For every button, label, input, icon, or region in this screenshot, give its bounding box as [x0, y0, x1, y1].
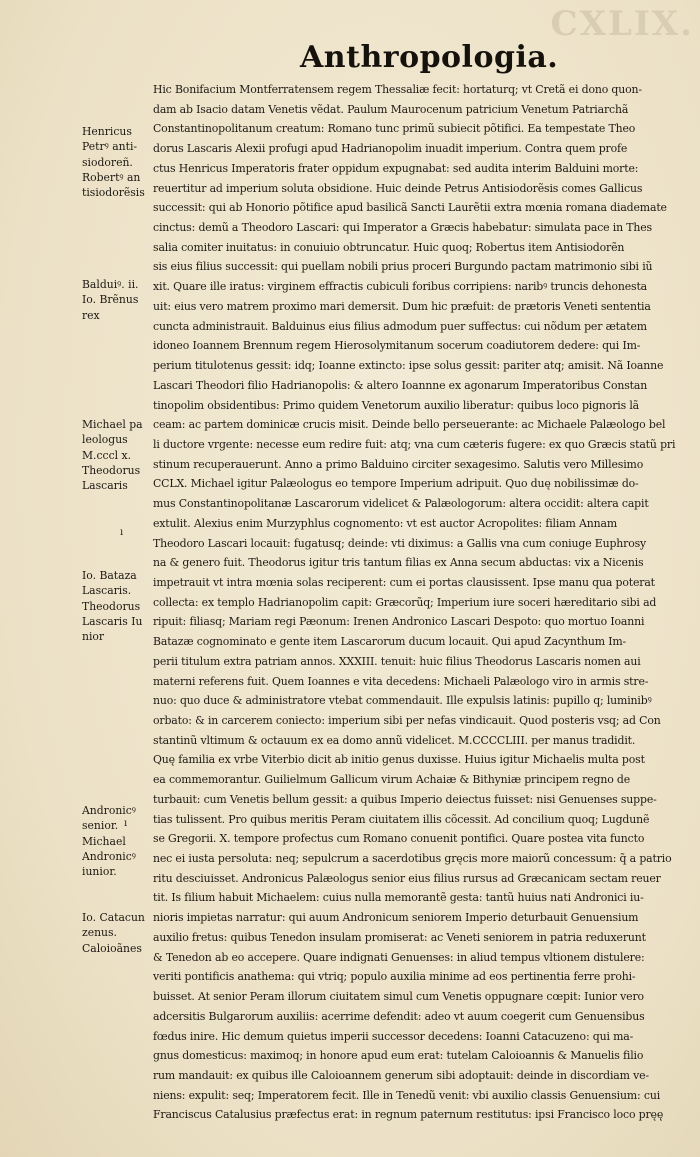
text-line: perium titulotenus gessit: idq; Ioanne extincto: ipse solus gessit: pariter atq; amisit. Nã Ioanne [153, 359, 664, 373]
text-line: reuertitur ad imperium soluta obsidione. Huic deinde Petrus Antisiodorẽsis comes Gallicus [153, 181, 643, 195]
text-line: adcersitis Bulgarorum auxiliis: acerrime defendit: adeo vt auum coegerit cum Genuensibus [153, 1009, 645, 1023]
margin-note-line: tisiodorẽsis [82, 186, 145, 200]
text-line: cinctus: demũ a Theodoro Lascari: qui Imperator a Græcis habebatur: simulata pace in Thes [153, 221, 652, 235]
margin-note-line: Andronicꝰ [82, 849, 136, 863]
margin-note-line: Robertꝰ an [82, 170, 141, 184]
margin-note-balduinus [82, 277, 154, 323]
text-line: idoneo Ioannem Brennum regem Hierosolymitanum socerum coadiutorem dedere: qui Im- [153, 339, 641, 353]
margin-note-line: Io. Bataza [82, 569, 137, 582]
text-line: buisset. At senior Peram illorum ciuitatem simul cum Venetis oppugnare cœpit: Iunior vero [153, 990, 644, 1004]
text-line: Franciscus Catalusius præfectus erat: in regnum paternum restitutus: ipsi Francisco loco pręę [153, 1108, 664, 1122]
margin-note-henricus [82, 124, 154, 200]
margin-note-line: Lascaris Iu [82, 614, 143, 628]
text-line: dorus Lascaris Alexii profugi apud Hadrianopolim inuadit imperium. Contra quem profe [153, 142, 628, 156]
text-line: nec ei iusta persoluta: neq; sepulcrum a sacerdotibus gręcis more maiorũ concessum: q̃ a patrio [153, 852, 672, 866]
text-line: tias tulissent. Pro quibus meritis Peram ciuitatem illis cõcessit. Ad concilium quoq; Lugdunẽ [153, 812, 650, 826]
margin-note-line: Michael [82, 834, 126, 848]
text-line: tit. Is filium habuit Michaelem: cuius nulla memorantẽ gesta: tantũ huius nati Andronici iu- [153, 891, 644, 905]
text-line: nuo: quo duce & administratore vtebat commendauit. Ille expulsis latinis: pupillo q; luminibꝰ [153, 694, 652, 708]
margin-note-line: Balduiꝰ. ii. [82, 278, 139, 291]
text-line: Theodoro Lascari locauit: fugatusq; deinde: vti diximus: a Gallis vna cum coniuge Euphrosy [153, 536, 647, 550]
margin-note-line: iunior. [82, 865, 117, 879]
text-line: stinum recuperauerunt. Anno a primo Balduino circiter sexagesimo. Salutis vero Millesimo [153, 457, 644, 471]
text-line: nioris impietas narratur: qui auum Andronicum seniorem Imperio deturbauit Genuensium [153, 911, 639, 925]
text-line: orbato: & in carcerem coniecto: imperium sibi per nefas vindicauit. Quod posteris vsq; ad Con [153, 714, 661, 727]
text-line: stantinũ vltimum & octauum ex ea domo annũ videlicet. M.CCCCLIII. per manus tradidit. [153, 733, 636, 747]
text-line: impetrauit vt intra mœnia solas reciperent: cum ei portas clausissent. Ipse manu qua poterat [153, 575, 655, 589]
margin-note-line: senior. [82, 819, 119, 833]
margin-note-line: leologus [82, 433, 128, 447]
text-line: CCLX. Michael igitur Palæologus eo tempore Imperium adripuit. Quo duę nobilissimæ do- [153, 477, 639, 491]
text-line: ceam: ac partem dominicæ crucis misit. Deinde bello perseuerante: ac Michaele Palæologo bel [153, 418, 666, 432]
text-line: ctus Henricus Imperatoris frater oppidum expugnabat: sed audita interim Balduini morte: [153, 161, 639, 175]
text-line: Lascari Theodori filio Hadrianopolis: & altero Ioannne ex agonarum Imperatoribus Constan [153, 378, 648, 392]
running-head: Anthropologia. [300, 40, 559, 75]
margin-note-line: siodoreñ. [82, 155, 133, 169]
margin-note-line: Michael pa [82, 418, 143, 431]
page-number: CXLIX. [550, 4, 694, 44]
text-line: Batazæ cognominato e gente item Lascarorum ducum locauit. Qui apud Zacynthum Im- [153, 635, 627, 649]
text-line: Constantinopolitanum creatum: Romano tunc primũ subiecit põtifici. Ea tempestate Theo [153, 122, 636, 136]
text-line: ea commemorantur. Guilielmum Gallicum virum Achaiæ & Bithyniæ principem regno de [153, 773, 631, 787]
text-line: collecta: ex templo Hadrianopolim capit: Græcorũq; Imperium iure soceri hæreditario sibi ad [153, 595, 657, 609]
margin-note-line: M.cccl x. [82, 448, 132, 462]
text-line: sis eius filius successit: qui puellam nobili prius proceri Burgundo pactam matrimonio sibi iũ [153, 260, 653, 274]
text-line: na & genero fuit. Theodorus igitur tris tantum filias ex Anna secum abductas: vix a Nicenis [153, 556, 644, 570]
text-line: perii titulum extra patriam annos. XXXIII. tenuit: huic filius Theodorus Lascaris nomen aui [153, 654, 641, 668]
text-line: rum mandauit: ex quibus ille Caloioannem generum sibi adoptauit: deinde in discordiam ve- [153, 1068, 649, 1082]
margin-note-line: Io. Catacun [82, 911, 145, 924]
margin-note-line: rex [82, 308, 100, 322]
margin-note-line: Henricus [82, 125, 132, 138]
margin-note-michael [82, 417, 154, 493]
text-line: cuncta administrauit. Balduinus eius filius admodum puer suffectus: cui nõdum per ætatem [153, 319, 647, 333]
margin-note-andronicus [82, 803, 154, 879]
text-line: fœdus inire. Hic demum quietus imperii successor decedens: Ioanni Catacuzeno: qui ma- [153, 1029, 634, 1043]
margin-note-line: nior [82, 630, 105, 644]
main-text-block [153, 80, 683, 1125]
text-line: xit. Quare ille iratus: virginem effractis cubiculi foribus corripiens: naribꝰ truncis dehonesta [153, 280, 648, 294]
text-line: tinopolim obsidentibus: Primo quidem Venetorum auxilio liberatur: quibus loco pignoris lã [153, 398, 640, 412]
margin-note-line: Theodorus [82, 599, 141, 613]
margin-note-line: Lascaris. [82, 584, 132, 598]
text-line: Quę familia ex vrbe Viterbio dicit ab initio genus duxisse. Huius igitur Michaelis multa post [153, 753, 645, 767]
margin-note-line: Io. Brẽnus [82, 293, 139, 307]
text-line: ritu desciuisset. Andronicus Palæologus senior eius filius rursus ad Græcanicam sectam reuer [153, 871, 661, 885]
text-line: veriti pontificis anathema: qui vtriq; populo auxilia minime ad eos pertinentia ferre prohi- [153, 970, 636, 984]
text-line: Hic Bonifacium Montferratensem regem Thessaliæ fecit: hortaturq; vt Cretã ei dono quon- [153, 83, 642, 96]
text-line: auxilio fretus: quibus Tenedon insulam promiserat: ac Veneti seniorem in patria reduxerunt [153, 930, 646, 944]
text-line: dam ab Isacio datam Venetis vẽdat. Paulum Maurocenum patricium Venetum Patriarchã [153, 102, 629, 116]
text-line: materni referens fuit. Quem Ioannes e vita decedens: Michaeli Palæologo viro in armis stre- [153, 674, 649, 688]
text-line: niens: expulit: seq; Imperatorem fecit. Ille in Tenedũ venit: vbi auxilio classis Genuensium: cui [153, 1088, 661, 1102]
text-line: gnus domesticus: maximoq; in honore apud eum erat: tutelam Caloioannis & Manuelis filio [153, 1049, 644, 1063]
text-line: successit: qui ab Honorio põtifice apud basilicã Sancti Laurẽtii extra mœnia romana diademate [153, 201, 667, 215]
text-line: ripuit: filiasq; Mariam regi Pæonum: Irenen Andronico Lascari Despoto: quo mortuo Ioanni [153, 615, 645, 629]
text-line: li ductore vrgente: necesse eum redire fuit: atq; vna cum cæteris fugere: ex quo Græcis statũ pri [153, 437, 676, 451]
margin-note-line: Caloioãnes [82, 941, 142, 955]
margin-note-line: zenus. [82, 926, 117, 940]
text-line: extulit. Alexius enim Murzyphlus cognomento: vt est auctor Acropolites: filiam Annam [153, 516, 618, 530]
text-line: uit: eius vero matrem proximo mari demersit. Dum hic præfuit: de prætoris Veneti sententia [153, 299, 651, 313]
text-line: turbauit: cum Venetis bellum gessit: a quibus Imperio deiectus fuisset: nisi Genuenses suppe- [153, 792, 657, 806]
margin-mark: ı [120, 527, 124, 538]
margin-note-line: Andronicꝰ [82, 804, 136, 817]
margin-note-line: Theodorus [82, 463, 141, 477]
text-line: se Gregorii. X. tempore profectus cum Romano conuenit pontifici. Quare postea vita functo [153, 832, 645, 846]
margin-note-catacuzenus [82, 910, 154, 956]
margin-note-line: Lascaris [82, 479, 128, 493]
text-line: salia comiter inuitatus: in conuiuio obtruncatur. Huic quoq; Robertus item Antisiodorẽn [153, 240, 625, 254]
margin-mark: ı [124, 818, 128, 829]
margin-note-bataza [82, 568, 154, 644]
text-line: mus Constantinopolitanæ Lascarorum videlicet & Palæologorum: altera occidit: altera capit [153, 497, 649, 511]
text-line: & Tenedon ab eo accepere. Quare indignati Genuenses: in aliud tempus vltionem distulere: [153, 950, 645, 964]
margin-note-line: Petrꝰ anti- [82, 140, 138, 154]
